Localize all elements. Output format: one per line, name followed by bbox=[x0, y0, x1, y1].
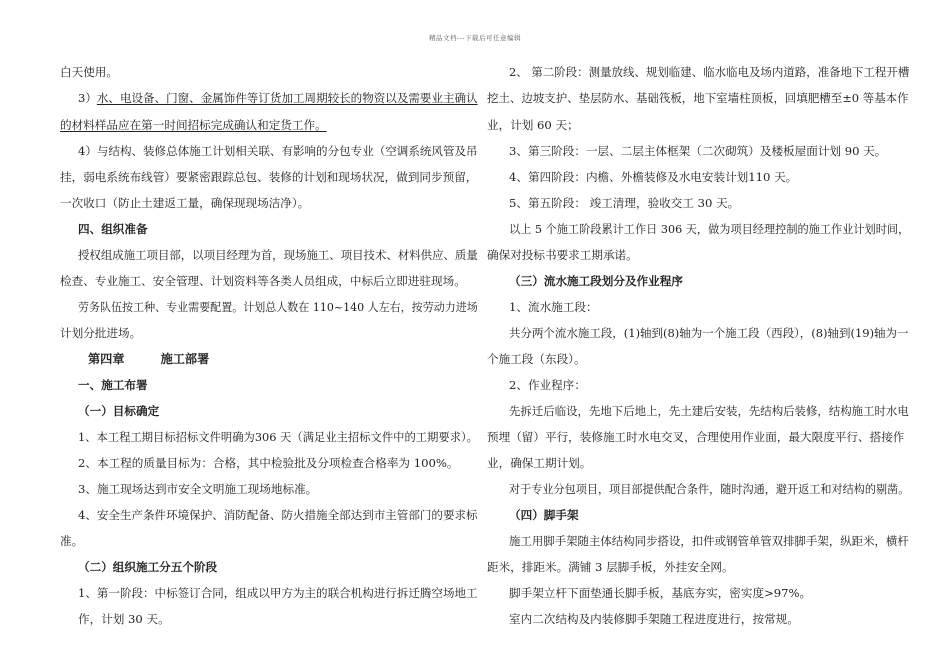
text-line: 个施工段（东段）。 bbox=[487, 352, 586, 366]
text-line: 授权组成施工项目部，以项目经理为首，现场施工、项目技术、材料供应、质量 bbox=[78, 248, 478, 262]
text-line bbox=[78, 90, 478, 106]
text-line: 以上 5 个施工阶段累计工作日 306 天，做为项目经理控制的施工作业计划时间， bbox=[509, 222, 910, 236]
text-line: 先拆迁后临设，先地下后地上，先土建后安装，先结构后装修，结构施工时水电 bbox=[509, 404, 909, 418]
subsection-heading: （四）脚手架 bbox=[509, 508, 579, 522]
text-line: 挂，弱电系统布线管）要紧密跟踪总包、装修的计划和现场状况，做到同步预留， bbox=[60, 170, 478, 184]
section-heading: 四、组织准备 bbox=[78, 222, 148, 236]
section-heading: 一、施工布署 bbox=[78, 378, 148, 392]
page-header: 精品文档---下载后可任意编辑 bbox=[428, 34, 522, 42]
underlined-text: 水、电设备、门窗、金属饰件等订货加工周期较长的物资以及需要业主确认 bbox=[96, 91, 478, 105]
subsection-heading: （二）组织施工分五个阶段 bbox=[78, 560, 218, 574]
text-line: 3、第三阶段：一层、二层主体框架（二次砌筑）及楼板屋面计划 90 天。 bbox=[509, 144, 887, 158]
text-line: 脚手架立杆下面垫通长脚手板，基底夯实，密实度>97%。 bbox=[509, 586, 812, 600]
text-line: 准。 bbox=[60, 534, 84, 548]
text-line: 2、作业程序： bbox=[509, 378, 586, 392]
text-line: 对于专业分包项目，项目部提供配合条件，随时沟通，避开返工和对结构的剔凿。 bbox=[509, 482, 910, 496]
text-line: 白天使用。 bbox=[60, 65, 118, 79]
text-line: 1、第一阶段：中标签订合同，组成以甲方为主的联合机构进行拆迁腾空场地工 bbox=[78, 586, 478, 600]
text-line: 距米，排距米。满铺 3 层脚手板，外挂安全网。 bbox=[487, 560, 734, 574]
chapter-title: 施工部署 bbox=[160, 352, 210, 366]
text-line: 2、 第二阶段：测量放线、规划临建、临水临电及场内道路，准备地下工程开槽 bbox=[509, 65, 910, 79]
text-line: 挖土、边坡支护、垫层防水、基础筏板，地下室墙柱顶板，回填肥槽至±0 等基本作 bbox=[487, 91, 909, 105]
text-line: 确保对投标书要求工期承诺。 bbox=[487, 248, 638, 262]
text-line: 室内二次结构及内装修脚手架随工程进度进行，按常规。 bbox=[509, 612, 799, 626]
text-line: 一次收口（防止土建返工量，确保现现场洁净）。 bbox=[60, 196, 310, 210]
text-line: 作，计划 30 天。 bbox=[78, 612, 170, 626]
text-line: 业，确保工期计划。 bbox=[487, 456, 592, 470]
chapter-heading bbox=[88, 351, 209, 367]
text-line: 劳务队伍按工种、专业需要配置。计划总人数在 110~140 人左右，按劳动力进场 bbox=[78, 300, 478, 314]
text-line: 预埋（留）平行，装修施工时水电交叉，合理使用作业面，最大限度平行、搭接作 bbox=[487, 430, 905, 444]
text-line: 5、第五阶段： 竣工清理，验收交工 30 天。 bbox=[509, 196, 740, 210]
list-marker: 3） bbox=[78, 91, 97, 105]
chapter-number: 第四章 bbox=[88, 352, 125, 366]
text-line: 共分两个流水施工段，(1)轴到(8)轴为一个施工段（西段），(8)轴到(19)轴为一 bbox=[509, 326, 909, 340]
text-line: 业，计划 60 天； bbox=[487, 118, 579, 132]
subsection-heading: （三）流水施工段划分及作业程序 bbox=[509, 274, 683, 288]
subsection-heading: （一）目标确定 bbox=[78, 404, 160, 418]
text-line: 检查、专业施工、安全管理、计划资料等各类人员组成，中标后立即进驻现场。 bbox=[60, 274, 466, 288]
text-line: 1、流水施工段： bbox=[509, 300, 598, 314]
text-line: 4、安全生产条件环境保护、消防配备、防火措施全部达到市主管部门的要求标 bbox=[78, 508, 478, 522]
text-line: 1、本工程工期目标招标文件明确为306 天（满足业主招标文件中的工期要求）。 bbox=[78, 430, 478, 444]
text-line: 4、第四阶段：内檐、外檐装修及水电安装计划110 天。 bbox=[509, 170, 798, 184]
text-line: 2、本工程的质量目标为：合格，其中检验批及分项检查合格率为 100%。 bbox=[78, 456, 459, 470]
text-line: 3、施工现场达到市安全文明施工现场地标准。 bbox=[78, 482, 318, 496]
text-line: 4）与结构、装修总体施工计划相关联、有影响的分包专业（空调系统风管及吊 bbox=[78, 144, 478, 158]
text-line: 的材料样品应在第一时间招标完成确认和定货工作。 bbox=[60, 118, 327, 132]
text-line: 计划分批进场。 bbox=[60, 326, 142, 340]
text-line: 施工用脚手架随主体结构同步搭设，扣件或钢管单管双排脚手架，纵距米，横杆 bbox=[509, 534, 909, 548]
